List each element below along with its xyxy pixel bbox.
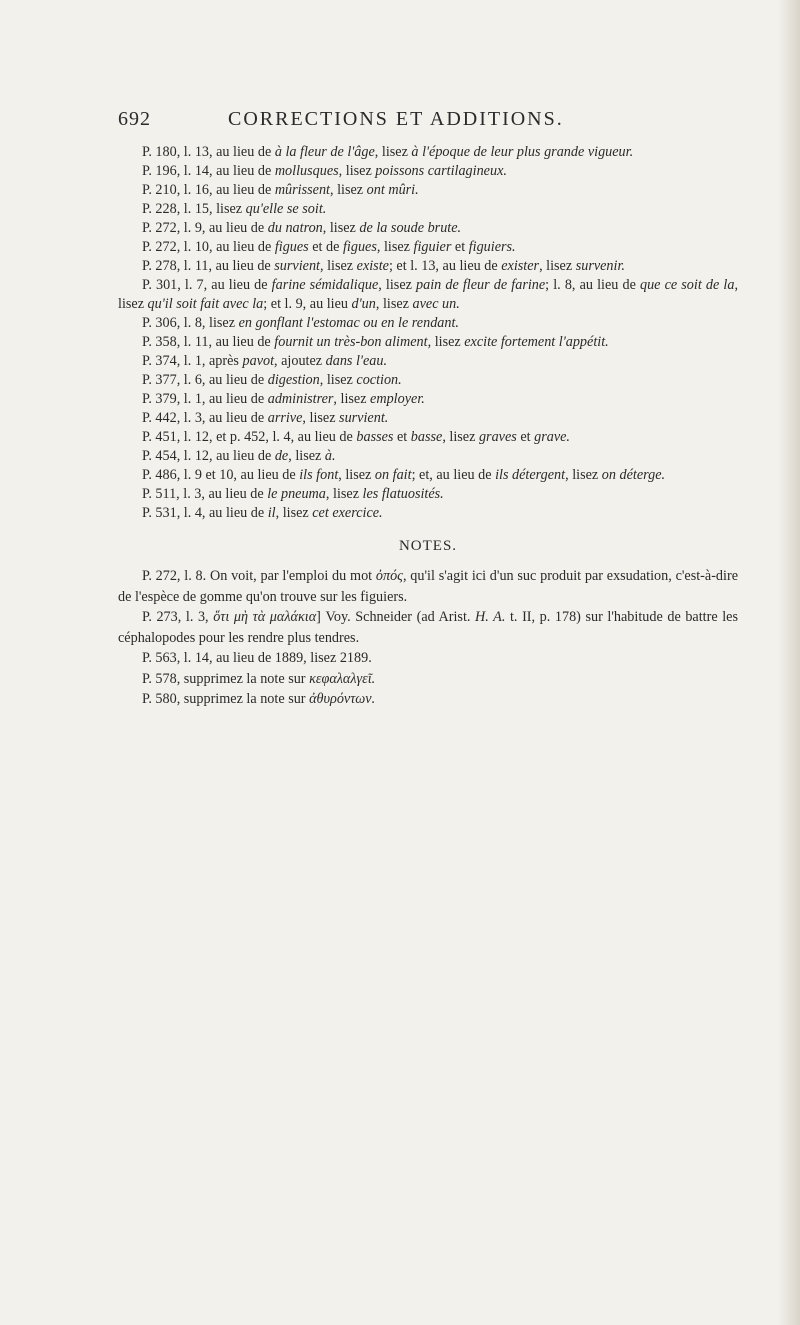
- correction-entry: P. 374, l. 1, après pavot, ajoutez dans l'eau.: [142, 353, 387, 369]
- correction-entry: P. 306, l. 8, lisez en gonflant l'estomac ou en le rendant.: [142, 315, 459, 331]
- page-body: [118, 143, 738, 710]
- note-entry: P. 272, l. 8. On voit, par l'emploi du mot ὀπός, qu'il s'agit ici d'un suc produit par exsudation, c'est-à-dire de l'espèce de gomme qu'on trouve sur les figuiers.: [118, 568, 738, 605]
- note-entry: P. 580, supprimez la note sur ἀθυρόντων.: [142, 691, 376, 707]
- note-entry: P. 563, l. 14, au lieu de 1889, lisez 2189.: [142, 650, 372, 666]
- correction-entry: P. 358, l. 11, au lieu de fournit un très-bon aliment, lisez excite fortement l'appétit.: [142, 334, 609, 350]
- correction-entry: P. 272, l. 9, au lieu de du natron, lisez de la soude brute.: [142, 220, 462, 236]
- corrections-list: [118, 143, 738, 523]
- notes-list: [118, 566, 738, 710]
- correction-entry: P. 180, l. 13, au lieu de à la fleur de l'âge, lisez à l'époque de leur plus grande vigueur.: [142, 144, 634, 160]
- correction-entry: P. 301, l. 7, au lieu de farine sémidalique, lisez pain de fleur de farine; l. 8, au lieu de que ce soit de la, lisez qu'il soit fait avec la; et l. 9, au lieu d'un, lisez avec un.: [118, 277, 738, 312]
- correction-entry: P. 272, l. 10, au lieu de figues et de figues, lisez figuier et figuiers.: [142, 239, 516, 255]
- correction-entry: P. 511, l. 3, au lieu de le pneuma, lisez les flatuosités.: [142, 486, 444, 502]
- correction-entry: P. 451, l. 12, et p. 452, l. 4, au lieu de basses et basse, lisez graves et grave.: [142, 429, 570, 445]
- correction-entry: P. 228, l. 15, lisez qu'elle se soit.: [142, 201, 327, 217]
- correction-entry: P. 379, l. 1, au lieu de administrer, lisez employer.: [142, 391, 425, 407]
- correction-entry: P. 486, l. 9 et 10, au lieu de ils font, lisez on fait; et, au lieu de ils détergent, lisez on déterge.: [142, 467, 666, 483]
- page-header: [118, 108, 738, 136]
- note-entry: P. 578, supprimez la note sur κεφαλαλγεῖ.: [142, 670, 376, 687]
- page-number: 692: [118, 108, 151, 130]
- correction-entry: P. 210, l. 16, au lieu de mûrissent, lisez ont mûri.: [142, 182, 419, 198]
- correction-entry: P. 278, l. 11, au lieu de survient, lisez existe; et l. 13, au lieu de exister, lisez survenir.: [142, 258, 625, 274]
- notes-heading: NOTES.: [398, 538, 458, 554]
- correction-entry: P. 196, l. 14, au lieu de mollusques, lisez poissons cartilagineux.: [142, 163, 507, 179]
- correction-entry: P. 454, l. 12, au lieu de de, lisez à.: [142, 448, 336, 464]
- note-entry: P. 273, l. 3, ὅτι μὴ τὰ μαλάκια] Voy. Schneider (ad Arist. H. A. t. II, p. 178) sur l'habitude de battre les céphalopodes pour les rendre plus tendres.: [118, 609, 738, 646]
- correction-entry: P. 377, l. 6, au lieu de digestion, lisez coction.: [142, 372, 402, 388]
- correction-entry: P. 442, l. 3, au lieu de arrive, lisez survient.: [142, 410, 389, 426]
- correction-entry: P. 531, l. 4, au lieu de il, lisez cet exercice.: [142, 505, 383, 521]
- page-edge-shadow: [778, 0, 800, 1325]
- page-title: CORRECTIONS ET ADDITIONS.: [228, 108, 564, 130]
